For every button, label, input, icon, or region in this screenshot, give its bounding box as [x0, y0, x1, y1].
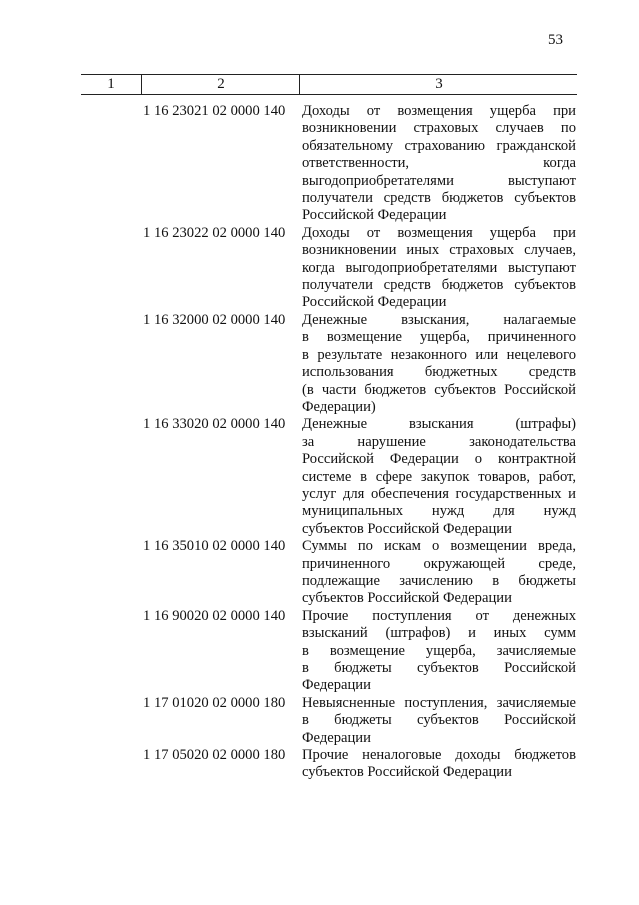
income-description [302, 103, 576, 225]
budget-classification-code: 1 17 05020 02 0000 180 [143, 747, 286, 764]
table-row [81, 416, 577, 538]
budget-classification-code: 1 16 90020 02 0000 140 [143, 607, 286, 624]
description-line: за нарушение законодательства [302, 433, 576, 450]
description-line: Денежные взыскания (штрафы) [302, 416, 576, 433]
description-line: Прочие неналоговые доходы бюджетов [302, 747, 576, 764]
description-line: муниципальных нужд для нужд [302, 503, 576, 520]
description-line: обязательному страхованию гражданской [302, 137, 576, 154]
table-row [81, 538, 577, 608]
description-line: субъектов Российской Федерации [302, 764, 512, 781]
income-description [302, 416, 576, 538]
page-number: 53 [548, 32, 563, 48]
table-row [81, 695, 577, 747]
description-line: когда выгодоприобретателями выступают [302, 259, 576, 276]
description-line: системе в сфере закупок товаров, работ, [302, 468, 576, 485]
description-line: (в части бюджетов субъектов Российской [302, 381, 576, 398]
description-line: в возмещение ущерба, зачисляемые [302, 642, 576, 659]
budget-classification-code: 1 16 23022 02 0000 140 [143, 224, 286, 241]
description-line: использования бюджетных средств [302, 364, 576, 381]
description-line: Невыясненные поступления, зачисляемые [302, 694, 576, 711]
description-line: Российской Федерации [302, 207, 447, 224]
description-line: Денежные взыскания, налагаемые [302, 311, 576, 328]
description-line: ответственности, когда [302, 155, 576, 172]
budget-classification-code: 1 16 33020 02 0000 140 [143, 416, 286, 433]
description-line: выгодоприобретателями выступают [302, 172, 576, 189]
income-description [302, 747, 576, 782]
description-line: взысканий (штрафов) и иных сумм [302, 625, 576, 642]
description-line: причиненного окружающей среде, [302, 555, 576, 572]
description-line: Суммы по искам о возмещении вреда, [302, 538, 576, 555]
description-line: возникновении страховых случаев по [302, 120, 576, 137]
income-description [302, 695, 576, 747]
description-line: получатели средств бюджетов субъектов [302, 190, 576, 207]
description-line: получатели средств бюджетов субъектов [302, 277, 576, 294]
description-line: Российской Федерации о контрактной [302, 451, 576, 468]
description-line: Федерации [302, 677, 371, 694]
description-line: услуг для обеспечения государственных и [302, 485, 576, 502]
description-line: Прочие поступления от денежных [302, 607, 576, 624]
table-row [81, 608, 577, 695]
description-line: Доходы от возмещения ущерба при [302, 103, 576, 119]
column-header-3: 3 [299, 75, 578, 94]
description-line: Федерации [302, 729, 371, 746]
income-description [302, 312, 576, 416]
table-header [81, 74, 577, 95]
income-description [302, 225, 576, 312]
description-line: субъектов Российской Федерации [302, 590, 512, 607]
description-line: в возмещение ущерба, причиненного [302, 329, 576, 346]
income-description [302, 608, 576, 695]
table-row [81, 747, 577, 782]
table-row [81, 225, 577, 312]
description-line: Доходы от возмещения ущерба при [302, 224, 576, 241]
description-line: подлежащие зачислению в бюджеты [302, 572, 576, 589]
description-line: в результате незаконного или нецелевого [302, 346, 576, 363]
table-row [81, 312, 577, 416]
description-line: Федерации) [302, 398, 376, 415]
description-line: в бюджеты субъектов Российской [302, 712, 576, 729]
description-line: Российской Федерации [302, 294, 447, 311]
column-header-2: 2 [141, 75, 300, 94]
income-description [302, 538, 576, 608]
description-line: в бюджеты субъектов Российской [302, 660, 576, 676]
budget-classification-code: 1 16 23021 02 0000 140 [143, 103, 286, 119]
budget-classification-code: 1 16 35010 02 0000 140 [143, 538, 286, 555]
budget-classification-code: 1 16 32000 02 0000 140 [143, 311, 286, 328]
description-line: возникновении иных страховых случаев, [302, 242, 576, 259]
description-line: субъектов Российской Федерации [302, 520, 512, 537]
table-row [81, 103, 577, 225]
budget-classification-code: 1 17 01020 02 0000 180 [143, 694, 286, 711]
table-body [81, 103, 577, 782]
column-header-1: 1 [107, 76, 115, 92]
